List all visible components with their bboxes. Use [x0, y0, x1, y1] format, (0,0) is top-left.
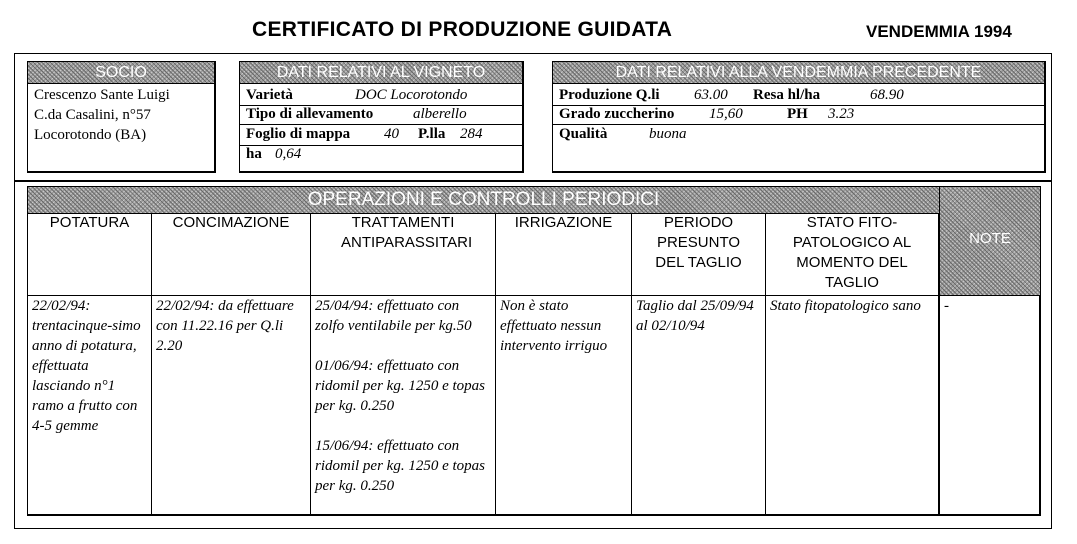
vigneto-divider-2 [240, 124, 522, 125]
col-body-periodo-taglio [632, 295, 766, 515]
note-entry: - [944, 298, 949, 314]
plla-value: 284 [460, 126, 483, 142]
ha-value: 0,64 [275, 146, 302, 162]
allevamento-value: alberello [413, 106, 467, 122]
vigneto-box [239, 61, 524, 173]
vendemmia-precedente-header: DATI RELATIVI ALLA VENDEMMIA PRECEDENTE [553, 62, 1044, 84]
operations-table [27, 186, 1041, 516]
col-body-trattamenti [311, 295, 496, 515]
col-header-trattamenti: TRATTAMENTI ANTIPARASSITARI [311, 213, 496, 295]
concimazione-entry: 22/02/94: da effettuare con 11.22.16 per Q.li 2.20 [156, 298, 294, 354]
vendemmia-precedente-box [552, 61, 1046, 173]
col-header-concimazione: CONCIMAZIONE [152, 213, 311, 295]
trattamenti-entry: 25/04/94: effettuato con zolfo ventilabile per kg.50 [315, 298, 472, 334]
vintage-year: VENDEMMIA 1994 [866, 22, 1012, 41]
socio-address: C.da Casalini, n°57 [34, 107, 151, 123]
qualita-value: buona [649, 126, 687, 142]
resa-value: 68.90 [870, 87, 904, 103]
plla-label: P.lla [418, 126, 446, 142]
periodo-taglio-entry: Taglio dal 25/09/94 al 02/10/94 [636, 298, 754, 334]
produzione-value: 63.00 [694, 87, 728, 103]
ha-label: ha [246, 146, 262, 162]
operations-header: OPERAZIONI E CONTROLLI PERIODICI [28, 187, 939, 214]
col-body-concimazione [152, 295, 311, 515]
foglio-label: Foglio di mappa [246, 126, 351, 142]
col-header-note: NOTE [939, 187, 1040, 295]
varieta-value: DOC Locorotondo [355, 87, 468, 103]
resa-label: Resa hl/ha [753, 87, 821, 103]
col-body-note [939, 295, 1040, 515]
col-header-stato-fitopatologico: STATO FITO-PATOLOGICO AL MOMENTO DEL TAGLIO [766, 213, 939, 295]
potatura-entry: 22/02/94: trentacinque-simo anno di potatura, effettuata lasciando n°1 ramo a frutto con 4-5 gemme [32, 298, 141, 434]
ph-value: 3.23 [828, 106, 855, 122]
col-header-potatura: POTATURA [28, 213, 152, 295]
irrigazione-entry: Non è stato effettuato nessun intervento irriguo [500, 298, 608, 354]
socio-city: Locorotondo (BA) [34, 127, 147, 143]
socio-name: Crescenzo Sante Luigi [34, 87, 170, 103]
socio-header: SOCIO [28, 62, 214, 84]
col-body-irrigazione [496, 295, 632, 515]
foglio-value: 40 [384, 126, 399, 142]
socio-box [27, 61, 216, 173]
vigneto-header: DATI RELATIVI AL VIGNETO [240, 62, 522, 84]
trattamenti-entry: 01/06/94: effettuato con ridomil per kg. 1250 e topas per kg. 0.250 [315, 358, 485, 414]
col-header-periodo-taglio: PERIODO PRESUNTO DEL TAGLIO [632, 213, 766, 295]
produzione-label: Produzione Q.li [559, 87, 660, 103]
col-header-irrigazione: IRRIGAZIONE [496, 213, 632, 295]
stato-fitopatologico-entry: Stato fitopatologico sano [770, 298, 921, 314]
qualita-label: Qualità [559, 126, 608, 142]
vendemmia-divider-2 [553, 124, 1044, 125]
certificate-title: CERTIFICATO DI PRODUZIONE GUIDATA [252, 18, 673, 41]
grado-label: Grado zuccherino [559, 106, 675, 122]
varieta-label: Varietà [246, 87, 293, 103]
col-body-stato-fitopatologico [766, 295, 939, 515]
col-body-potatura [28, 295, 152, 515]
trattamenti-entry: 15/06/94: effettuato con ridomil per kg. 1250 e topas per kg. 0.250 [315, 438, 485, 494]
ph-label: PH [787, 106, 808, 122]
grado-value: 15,60 [709, 106, 743, 122]
allevamento-label: Tipo di allevamento [246, 106, 374, 122]
